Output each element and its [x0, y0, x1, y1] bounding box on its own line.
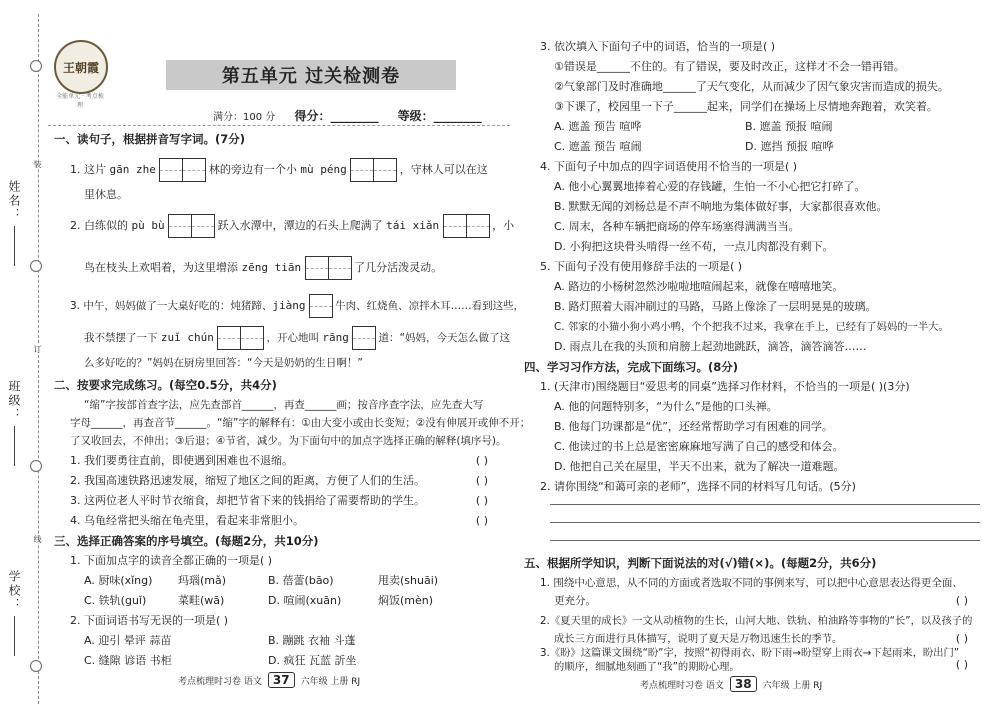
s2-item: 2. 我国高速铁路迅速发展，缩短了地区之间的距离，方便了人们的生活。 — [70, 474, 425, 487]
s4-opt: A. 他的问题特别多，“为什么”是他的口头禅。 — [554, 400, 778, 413]
r-q5-opt: D. 雨点儿在我的头顶和肩膀上起劲地跳跃，滴答，滴答滴答…… — [554, 340, 867, 353]
s3-q1-opt: 焖饭(mèn) — [378, 594, 434, 607]
s3-q2-opt: C. 缝隙 谚语 书柜 — [84, 654, 172, 667]
s3-q1: 1. 下面加点字的读音全都正确的一项是( ) — [70, 554, 273, 567]
s1-q2-line2: 鸟在枝头上欢唱着，为这里增添 zēng tiān 了几分活泼灵动。 — [84, 256, 442, 280]
answer-boxes[interactable] — [305, 256, 351, 280]
answer-paren[interactable]: ( ) — [475, 474, 488, 487]
page-title: 第五单元 过关检测卷 — [166, 60, 456, 90]
left-page — [48, 0, 531, 712]
s5-item: 2.《夏天里的成长》一文从动植物的生长，山河大地、铁轨、柏油路等事物的“长”，以及孩子的 — [540, 615, 973, 627]
section-1-heading: 一、读句子，根据拼音写字词。(7分) — [54, 132, 246, 146]
s1-q1-line1: 1. 这片 gān zhe 林的旁边有一个小 mù péng ，守林人可以在这 — [70, 158, 488, 182]
s3-q1-opt: 玛瑙(mǎ) — [178, 574, 227, 587]
r-q5: 5. 下面句子没有使用修辞手法的一项是( ) — [540, 260, 743, 273]
s3-q2-opt: B. 蹦跳 衣袖 斗蓬 — [268, 634, 356, 647]
school-label: 学校： — [6, 570, 23, 656]
s4-q1: 1. (天津市)围绕题目“爱思考的同桌”选择习作材料，不恰当的一项是( )(3分) — [540, 380, 910, 393]
page-number: 38 — [730, 676, 757, 692]
r-q4-opt: D. 小狗把这块骨头啃得一丝不苟，一点儿肉都没有剩下。 — [554, 240, 834, 253]
s1-q3-line3: 么多好吃的？”妈妈在厨房里回答：“今天是奶奶的生日啊！” — [84, 357, 363, 369]
answer-boxes[interactable] — [217, 326, 263, 350]
binding-margin — [0, 0, 45, 712]
s1-q3-line1: 3. 中午，妈妈做了一大桌好吃的：炖猪蹄、jiàng 牛肉、红烧鱼、凉拌木耳……看到这些， — [70, 294, 524, 318]
name-label: 姓名： — [6, 180, 23, 266]
page-footer: 考点梳理时习卷 语文 37 六年级 上册 RJ — [178, 673, 361, 687]
r-q3: 3. 依次填入下面句子中的词语，恰当的一项是( ) — [540, 40, 776, 53]
page-footer: 考点梳理时习卷 语文 38 六年级 上册 RJ — [640, 677, 823, 691]
section-3-heading: 三、选择正确答案的序号填空。(每题2分，共10分) — [54, 534, 319, 548]
right-page — [520, 0, 990, 712]
s3-q2: 2. 下面词语书写无误的一项是( ) — [70, 614, 229, 627]
r-q3-sentence: ①错误是______不住的。有了错误，要及时改正，这样才不会一错再错。 — [554, 60, 905, 73]
answer-boxes[interactable] — [443, 214, 489, 238]
bind-mark: 订 — [33, 345, 42, 353]
punch-hole-icon — [30, 260, 42, 272]
answer-paren[interactable]: ( ) — [955, 658, 968, 671]
s5-item: 3.《盼》这篇课文围绕“盼”字，按照“初得雨衣、盼下雨→盼望穿上雨衣→下起雨来，盼出门” — [540, 647, 960, 659]
answer-paren[interactable]: ( ) — [955, 594, 968, 607]
s4-opt: B. 他每门功课都是“优”，还经常帮助学习有困难的同学。 — [554, 420, 833, 433]
r-q3-opt: B. 遮盖 预报 喧闹 — [745, 120, 833, 133]
r-q5-opt: A. 路边的小杨树忽然沙啦啦地喧闹起来，就像在嘻嘻地笑。 — [554, 280, 844, 293]
full-score: 满分：100 分 — [213, 112, 276, 123]
r-q4-opt: B. 默默无闻的刘杨总是不声不响地为集体做好事，大家都很喜欢他。 — [554, 200, 888, 213]
s3-q2-opt: D. 疯狂 瓦蓝 訢坐 — [268, 654, 357, 667]
bind-mark: 线 — [33, 535, 42, 543]
s5-item: 成长三方面进行具体描写，说明了夏天是万物迅速生长的季节。 — [554, 633, 843, 645]
punch-hole-icon — [30, 460, 42, 472]
answer-boxes[interactable] — [168, 214, 214, 238]
s2-para-1: “缩”字按部首查字法，应先查部首______，再查______画；按音序查字法，应先查大写 — [84, 399, 484, 411]
r-q5-opt: B. 路灯照着大雨冲刷过的马路，马路上像涂了一层明晃晃的玻璃。 — [554, 300, 877, 313]
section-4-heading: 四、学习习作方法，完成下面练习。(8分) — [524, 360, 739, 374]
s1-q1-line2: 里休息。 — [84, 188, 128, 201]
s3-q1-opt: 菜畦(wā) — [178, 594, 225, 607]
r-q3-sentence: ②气象部门及时准确地______了天气变化，从而减少了因气象灾害而造成的损失。 — [554, 80, 949, 93]
brand-logo: 王朝霞 — [54, 40, 108, 94]
r-q5-opt: C. 邻家的小猫小狗小鸡小鸭，个个把我不过来，我拿在手上，已经有了妈妈的一半大。 — [554, 321, 949, 333]
writing-line[interactable] — [550, 540, 980, 541]
s3-q1-opt: D. 喧闹(xuān) — [268, 594, 342, 607]
section-5-heading: 五、根据所学知识，判断下面说法的对(√)错(×)。(每题2分，共6分) — [524, 556, 877, 570]
s1-q3-line2: 我不禁摆了一下 zuǐ chún ，开心地叫 rāng 道：“妈妈，今天怎么做了这 — [84, 326, 510, 350]
score-field: 得分：________ — [294, 109, 379, 123]
divider — [48, 125, 510, 126]
s2-item: 3. 这两位老人平时节衣缩食，却把节省下来的钱捐给了需要帮助的学生。 — [70, 494, 425, 507]
s5-item: 更充分。 — [554, 595, 596, 607]
answer-boxes[interactable] — [309, 294, 332, 318]
s2-item: 1. 我们要勇往直前，即使遇到困难也不退缩。 — [70, 454, 293, 467]
logo-subtitle: 全能单元 · 考点梳理 — [56, 93, 104, 109]
answer-paren[interactable]: ( ) — [475, 514, 488, 527]
s3-q1-opt: 甩卖(shuāi) — [378, 574, 439, 587]
s4-opt: D. 他把自己关在屋里，半天不出来，就为了解决一道难题。 — [554, 460, 845, 473]
r-q4-opt: C. 周末，各种车辆把商场的停车场塞得满满当当。 — [554, 220, 800, 233]
s3-q1-opt: B. 蓓蕾(bāo) — [268, 574, 334, 587]
writing-line[interactable] — [550, 504, 980, 505]
section-2-heading: 二、按要求完成练习。(每空0.5分，共4分) — [54, 378, 277, 392]
writing-line[interactable] — [550, 522, 980, 523]
answer-paren[interactable]: ( ) — [475, 454, 488, 467]
s4-opt: C. 他读过的书上总是密密麻麻地写满了自己的感受和体会。 — [554, 440, 844, 453]
r-q4: 4. 下面句子中加点的四字词语使用不恰当的一项是( ) — [540, 160, 798, 173]
s5-item: 的顺序，细腻地刻画了“我”的期盼心理。 — [554, 661, 740, 673]
bind-mark: 装 — [33, 160, 42, 168]
cut-line — [38, 14, 39, 704]
punch-hole-icon — [30, 660, 42, 672]
answer-paren[interactable]: ( ) — [955, 632, 968, 645]
r-q3-opt: C. 遮盖 预告 喧闹 — [554, 140, 642, 153]
r-q3-sentence: ③下课了，校园里一下子______起来，同学们在操场上尽情地奔跑着，欢笑着。 — [554, 100, 938, 113]
answer-boxes[interactable] — [159, 158, 205, 182]
s3-q1-opt: A. 厨味(xǐng) — [84, 574, 153, 587]
r-q4-opt: A. 他小心翼翼地捧着心爱的存钱罐，生怕一不小心把它打碎了。 — [554, 180, 866, 193]
s3-q1-opt: C. 铁轨(guǐ) — [84, 594, 147, 607]
answer-boxes[interactable] — [352, 326, 375, 350]
answer-boxes[interactable] — [350, 158, 396, 182]
class-label: 班级： — [6, 380, 23, 466]
punch-hole-icon — [30, 60, 42, 72]
s4-q2: 2. 请你围绕“和蔼可亲的老师”，选择不同的材料写几句话。(5分) — [540, 480, 856, 493]
s1-q2-line1: 2. 白练似的 pù bù 跃入水潭中，潭边的石头上爬满了 tái xiǎn ，小 — [70, 214, 514, 238]
r-q3-opt: A. 遮盖 预告 喧哗 — [554, 120, 642, 133]
r-q3-opt: D. 遮挡 预报 喧哗 — [745, 140, 834, 153]
s2-item: 4. 乌龟经常把头缩在龟壳里，看起来非常胆小。 — [70, 514, 304, 527]
s2-para-2: 字母______，再查音节______。“缩”字的解释有：①由大变小或由长变短；②没有伸展开或伸不开； — [70, 417, 531, 429]
s3-q2-opt: A. 迎引 晕评 蒜苗 — [84, 634, 172, 647]
s2-para-3: 了又收回去，不伸出；③后退；④节省，减少。为下面句中的加点字选择正确的解释(填序号)。 — [70, 435, 507, 447]
score-line — [213, 107, 498, 124]
s5-item: 1. 围绕中心意思，从不同的方面或者选取不同的事例来写，可以把中心意思表达得更全面、 — [540, 577, 963, 589]
grade-field: 等级：________ — [397, 109, 482, 123]
answer-paren[interactable]: ( ) — [475, 494, 488, 507]
page-number: 37 — [268, 672, 295, 688]
